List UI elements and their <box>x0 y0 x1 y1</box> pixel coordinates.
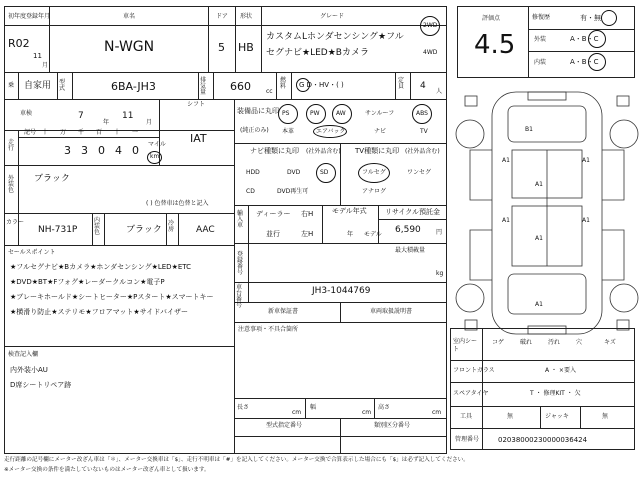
selection-circle <box>313 125 347 138</box>
chassis-label: 車台番号 <box>236 284 243 309</box>
sales-point-line: ★DVD★BT★Fフォグ★レーダークルコン★電子P <box>10 278 165 286</box>
tv-label: TV種類に丸印 <box>355 147 400 155</box>
model-year-model: モデル <box>364 231 382 238</box>
selection-circle <box>306 104 326 124</box>
mileage-digit: 4 <box>115 144 122 157</box>
windshield-label: フロントガラス <box>453 367 495 374</box>
import-left-hand: 左H <box>301 230 314 238</box>
import-dealer: ディーラー <box>256 210 291 218</box>
first-reg-label: 初年度登録年月 <box>8 13 51 20</box>
selection-circle <box>358 163 390 183</box>
length-label: 長さ <box>237 404 250 411</box>
note-line: D席シートリペア跡 <box>10 381 72 389</box>
shape-value: HB <box>238 41 254 54</box>
spare-value: T ・ 修理KIT ・ 欠 <box>530 390 581 397</box>
width-label: 幅 <box>310 404 317 411</box>
capacity-value: 4 <box>420 81 426 91</box>
selection-circle <box>316 163 336 183</box>
interior-seat-label: 室内シート <box>453 338 478 354</box>
displacement-label: 排気量 <box>200 77 207 96</box>
shaken-month-unit: 月 <box>146 119 153 126</box>
note-line: 内外装小AU <box>10 366 48 374</box>
equipment-item: AW <box>336 110 346 117</box>
doors-label: ドア <box>216 13 228 20</box>
windshield-value: A ・ ×要入 <box>545 367 576 374</box>
equipment-item: エアバック <box>316 128 346 135</box>
shift-value: IAT <box>190 132 207 145</box>
model-year-year: 年 <box>347 231 354 238</box>
navi-item: HDD <box>246 169 260 176</box>
footer-line2: ※メーター交換の条件を満たしていないものはメーター改ざん車として扱います。 <box>4 467 210 473</box>
equipment-label: 装備品に丸印 <box>237 107 279 115</box>
equipment-item: サンルーフ <box>365 110 395 117</box>
sales-point-line: ★横滑り防止★ステリモ★フロアマット★サイドバイザー <box>10 308 189 316</box>
diagram-label-a1: A1 <box>502 157 510 164</box>
mileage-digit: 3 <box>64 144 71 157</box>
seat-item: コゲ <box>492 339 505 346</box>
exterior-color-value: ブラック <box>34 174 70 184</box>
jack-value: 無 <box>602 413 609 420</box>
equipment-sub: (純正のみ) <box>240 127 269 134</box>
use-label: 乗 <box>8 82 15 89</box>
mileage-unit-mile: マイル <box>148 141 166 148</box>
interior-color-label: 内装色 <box>94 217 101 236</box>
diagram-label-a1: A1 <box>535 301 543 308</box>
manual-label: 車両取扱説明書 <box>370 308 413 315</box>
exterior-color-label: 外装色 <box>8 175 15 194</box>
mgmt-label: 管理番号 <box>455 436 480 443</box>
jack-label: ジャッキ <box>545 413 569 420</box>
model-year-label: モデル年式 <box>332 207 367 215</box>
digit-label: 十 <box>42 129 49 136</box>
ac-label: 冷房 <box>168 220 175 233</box>
category-label: 類別区分番号 <box>374 422 411 429</box>
equipment-item: ナビ <box>374 128 387 135</box>
sales-point-line: ★ブレーキホールド★シートヒーター★Pスタート★スマートキー <box>10 293 214 301</box>
recycle-label: リサイクル預託金 <box>385 208 441 216</box>
shaken-label: 車検 <box>20 110 33 117</box>
tools-value: 無 <box>507 413 514 420</box>
drive-4wd: 4WD <box>423 49 438 56</box>
spare-label: スペアタイヤ <box>453 390 489 397</box>
fuel-label: 燃料 <box>280 77 287 90</box>
car-name-label: 車名 <box>123 13 136 20</box>
doors-value: 5 <box>218 41 225 54</box>
mileage-digit: 0 <box>132 144 139 157</box>
mileage-digit: 0 <box>98 144 105 157</box>
first-reg-month: 11 <box>33 52 42 60</box>
ac-value: AAC <box>196 225 215 235</box>
notes-label: 検査記入欄 <box>8 351 39 358</box>
digit-label: 一 <box>132 129 139 136</box>
color-code-value: NH-731P <box>38 225 78 235</box>
diagram-label-a1: A1 <box>535 181 543 188</box>
selection-circle <box>278 104 298 124</box>
caution-label: 注意事項・不具合箇所 <box>238 326 299 333</box>
sales-point-line: ★フルセグナビ★Bカメラ★ホンダセンシング★LED★ETC <box>10 263 192 271</box>
equipment-item: PW <box>310 110 320 117</box>
import-label: 輸入車 <box>237 210 244 229</box>
grade-line2: セグナビ★LED★Bカメラ <box>266 48 369 58</box>
capacity-unit: 人 <box>436 88 443 95</box>
diagram-label-b1: B1 <box>525 126 533 133</box>
score-value: 4.5 <box>474 30 516 60</box>
equipment-item: TV <box>420 128 428 135</box>
tv-item: アナログ <box>362 188 387 195</box>
capacity-label: 定員 <box>398 77 405 90</box>
shaken-year: 7 <box>78 111 84 121</box>
displacement-value: 660 <box>230 80 251 93</box>
footer-line1: 走行距離の記号欄にメーター改ざん車は「＊」、メーター交換車は「$」、走行不明車は「#」を記入してください。メーター交換で合算表示した場合にも「$」は必ず記入してください。 <box>4 457 469 463</box>
exterior-score-options: A・B・C <box>570 35 599 43</box>
digit-label: 百 <box>96 129 103 136</box>
chassis-value: JH3-1044769 <box>312 286 371 296</box>
equipment-item: 本革 <box>282 128 295 135</box>
displacement-unit: cc <box>266 88 273 95</box>
diagram-label-a1: A1 <box>582 217 590 224</box>
diagram-label-a1: A1 <box>582 157 590 164</box>
max-load-unit: kg <box>436 270 444 277</box>
seat-item: 汚れ <box>548 339 561 346</box>
car-name: N-WGN <box>104 39 155 55</box>
tools-label: 工具 <box>460 413 473 420</box>
mileage-label: 走行 <box>8 139 15 152</box>
digit-label: 十 <box>114 129 121 136</box>
height-label: 高さ <box>378 404 391 411</box>
seat-item: キズ <box>604 339 616 346</box>
shaken-year-unit: 年 <box>103 119 110 126</box>
first-reg-month-unit: 月 <box>42 62 49 69</box>
fuel-options: G D・HV・( ) <box>299 81 344 89</box>
seat-item: 破れ <box>520 339 533 346</box>
import-right-hand: 右H <box>301 210 314 218</box>
interior-score-label: 内装 <box>534 59 547 66</box>
interior-score-options: A・B・C <box>570 58 599 66</box>
sales-points-label: セールスポイント <box>8 249 56 256</box>
navi-item: SD <box>320 169 329 176</box>
warranty-label: 新車保証書 <box>268 308 299 315</box>
digit-label: 千 <box>78 129 85 136</box>
exterior-score-label: 外装 <box>534 36 547 43</box>
mgmt-value: 02038000230000036424 <box>498 436 588 444</box>
tv-item: ワンセグ <box>407 169 432 176</box>
equipment-item: ABS <box>416 110 428 117</box>
mileage-digit: 3 <box>81 144 88 157</box>
diagram-label-a1: A1 <box>502 217 510 224</box>
height-unit: cm <box>432 409 442 416</box>
max-load-label: 最大積載量 <box>395 247 426 254</box>
repair-options: 有・無 <box>580 14 601 22</box>
shape-label: 形状 <box>240 13 253 20</box>
length-unit: cm <box>292 409 302 416</box>
width-unit: cm <box>362 409 372 416</box>
repair-label: 修復歴 <box>532 14 551 21</box>
type-value: 6BA-JH3 <box>111 80 156 93</box>
grade-label: グレード <box>320 13 345 20</box>
drive-2wd: 2WD <box>423 22 438 29</box>
selection-circle <box>332 104 352 124</box>
shaken-month: 11 <box>122 111 134 121</box>
navi-item: DVD <box>287 169 301 176</box>
color-note: ( ) 色替車は色替と記入 <box>146 200 209 207</box>
seat-item: 穴 <box>576 339 583 346</box>
navi-item: DVD再生可 <box>277 188 309 195</box>
shift-label: シフト <box>187 101 206 108</box>
grade-line1: カスタムLホンダセンシング★フル <box>266 32 404 42</box>
model-spec-label: 型式指定番号 <box>266 422 303 429</box>
recycle-unit: 円 <box>436 229 443 236</box>
digit-label: 万 <box>60 129 67 136</box>
use-value: 自家用 <box>24 81 52 91</box>
navi-label: ナビ種類に丸印 <box>250 147 299 155</box>
selection-circle <box>412 104 432 124</box>
digit-label: 記号 <box>24 129 37 136</box>
color-code-label: カラー <box>6 219 25 226</box>
navi-sub: (社外品含む) <box>306 148 341 155</box>
navi-item: CD <box>246 188 255 195</box>
tv-item: フルセグ <box>362 169 386 176</box>
diagram-label-a1: A1 <box>535 235 543 242</box>
type-label: 型式 <box>59 79 66 92</box>
score-label: 評価点 <box>482 15 501 22</box>
reg-no-label: 登録番号 <box>237 251 244 276</box>
interior-color-value: ブラック <box>126 225 162 235</box>
mileage-unit-km: km <box>150 153 160 160</box>
first-reg-value: R02 <box>8 37 30 50</box>
equipment-item: PS <box>282 110 290 117</box>
recycle-value: 6,590 <box>395 225 421 235</box>
tv-sub: (社外品含む) <box>405 148 440 155</box>
import-parallel: 並行 <box>266 230 280 238</box>
